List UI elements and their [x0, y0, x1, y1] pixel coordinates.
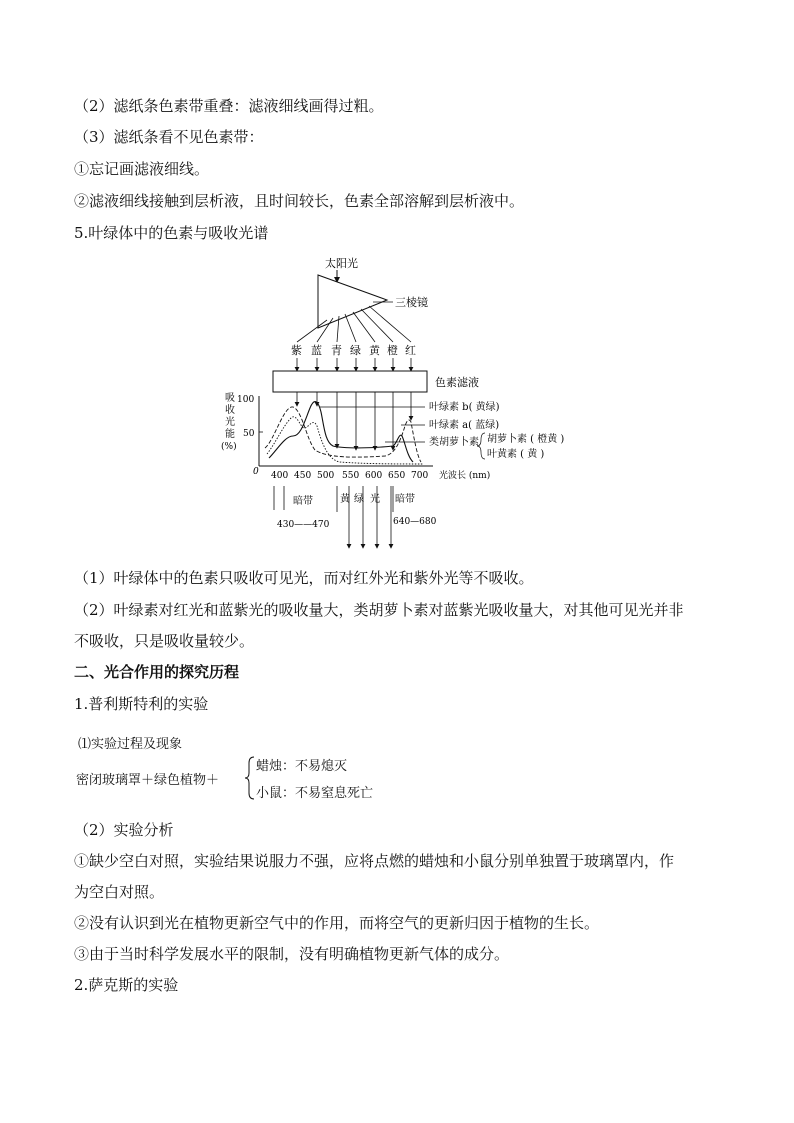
text-line-11: 为空白对照。 — [74, 883, 165, 901]
xaxis-label: 光波长 (nm) — [439, 471, 491, 481]
color-violet: 紫 — [291, 344, 302, 357]
curve-chlorophyll-a — [269, 402, 413, 462]
xtick-400: 400 — [271, 471, 289, 481]
brace-icon — [244, 755, 256, 801]
pigment-filter-box — [273, 371, 427, 392]
prism-label: 三棱镜 — [395, 296, 428, 309]
absorption-spectrum-diagram — [215, 250, 595, 555]
xtick-700: 700 — [411, 471, 429, 481]
dark-band-2-range: 640—680 — [393, 517, 437, 527]
xtick-450: 450 — [294, 471, 312, 481]
ylabel-char-2: 收 — [225, 405, 235, 416]
color-orange: 橙 — [387, 344, 398, 357]
curve-chlorophyll-b — [265, 407, 421, 462]
color-green: 绿 — [350, 344, 361, 357]
experiment-candle: 蜡烛：不易熄灭 — [256, 759, 348, 774]
ylabel-char-3: 光 — [225, 417, 235, 428]
dark-band-1-range: 430——470 — [277, 520, 330, 530]
text-line-3: ①忘记画滤液细线。 — [74, 160, 210, 178]
legend-xanthophyll: 叶黄素 ( 黄 ) — [487, 449, 545, 460]
prism-shape — [318, 275, 387, 328]
arrows-to-filter — [297, 358, 411, 371]
transmitted-char-2: 绿 — [354, 494, 364, 505]
ylabel-percent: (%) — [221, 442, 237, 452]
ytick-100: 100 — [237, 395, 255, 405]
sunlight-label: 太阳光 — [325, 257, 358, 270]
section2-title: 二、光合作用的探究历程 — [74, 663, 240, 681]
legend-carotene: 胡萝卜素 ( 橙黄 ) — [487, 434, 565, 445]
text-line-6: （1）叶绿体中的色素只吸收可见光，而对红外光和紫外光等不吸收。 — [74, 569, 534, 587]
experiment-setup — [76, 755, 376, 801]
dark-band-1: 暗带 — [293, 496, 313, 507]
ylabel-char-4: 能 — [225, 429, 235, 440]
text-line-8: 不吸收，只是吸收量较少。 — [74, 632, 255, 650]
experiment-mouse: 小鼠：不易窒息死亡 — [256, 786, 374, 801]
transmitted-char-3: 光 — [370, 494, 380, 505]
dark-band-2: 暗带 — [395, 494, 415, 505]
text-line-13: ③由于当时科学发展水平的限制，没有明确植物更新气体的成分。 — [74, 945, 510, 963]
arrows-through-graph — [297, 392, 411, 450]
legend-carotenoids: 类胡萝卜素 — [429, 437, 479, 448]
xtick-600: 600 — [365, 471, 383, 481]
filter-label: 色素滤液 — [435, 376, 479, 389]
color-red: 红 — [405, 344, 416, 357]
experiment-title: ⑴实验过程及现象 — [78, 737, 183, 752]
color-blue: 蓝 — [311, 344, 322, 357]
text-line-4: ②滤液细线接触到层析液，且时间较长，色素全部溶解到层析液中。 — [74, 192, 525, 210]
subsection-1-title: 1.普利斯特利的实验 — [74, 695, 209, 713]
xtick-650: 650 — [388, 471, 406, 481]
text-line-1: （2）滤纸条色素带重叠：滤液细线画得过粗。 — [74, 97, 384, 115]
color-yellow: 黄 — [369, 344, 380, 357]
text-line-2: （3）滤纸条看不见色素带： — [74, 128, 264, 146]
text-line-12: ②没有认识到光在植物更新空气中的作用，而将空气的更新归因于植物的生长。 — [74, 914, 600, 932]
ytick-50: 50 — [243, 429, 255, 439]
text-line-9: （2）实验分析 — [74, 821, 174, 839]
xtick-550: 550 — [342, 471, 360, 481]
xtick-500: 500 — [317, 471, 335, 481]
experiment-setup-text: 密闭玻璃罩＋绿色植物＋ — [76, 773, 220, 788]
color-cyan: 青 — [331, 344, 342, 357]
transmitted-char-1: 黄 — [340, 494, 350, 505]
text-line-5: 5.叶绿体中的色素与吸收光谱 — [74, 224, 269, 242]
text-line-7: （2）叶绿素对红光和蓝紫光的吸收量大，类胡萝卜素对蓝紫光吸收量大，对其他可见光并非 — [74, 601, 684, 619]
ylabel-char-1: 吸 — [225, 393, 235, 404]
legend-chl-b: 叶绿素 b( 黄绿) — [429, 402, 500, 413]
legend-chl-a: 叶绿素 a( 蓝绿) — [429, 420, 500, 431]
ytick-0: 0 — [253, 467, 259, 477]
text-line-10: ①缺少空白对照，实验结果说服力不强，应将点燃的蜡烛和小鼠分别单独置于玻璃罩内，作 — [74, 852, 675, 870]
text-line-14: 2.萨克斯的实验 — [74, 976, 179, 994]
